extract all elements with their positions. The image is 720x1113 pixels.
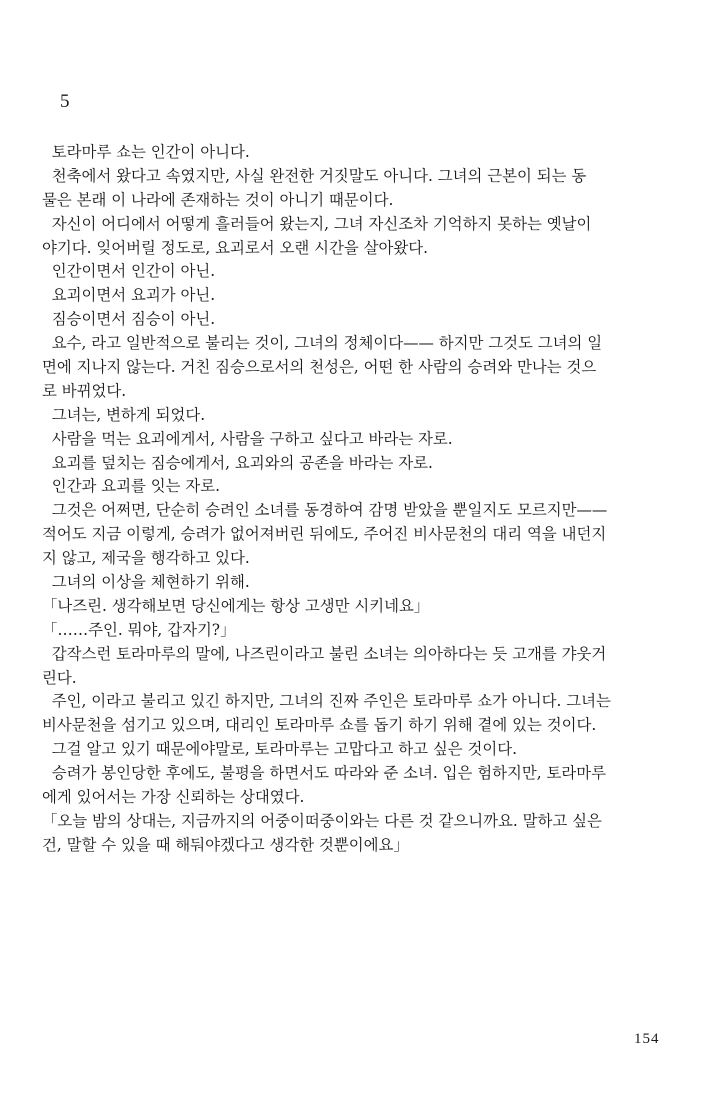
text-line: 천축에서 왔다고 속였지만, 사실 완전한 거짓말도 아니다. 그녀의 근본이 되는 동 (42, 166, 587, 185)
text-line: 자신이 어디에서 어떻게 흘러들어 왔는지, 그녀 자신조차 기억하지 못하는 옛날이 (42, 214, 592, 233)
text-line: 그녀는, 변하게 되었다. (42, 405, 206, 424)
chapter-number: 5 (60, 91, 70, 112)
page-number: 154 (634, 1031, 660, 1047)
text-line: 린다. (42, 668, 77, 687)
text-line: 「나즈린. 생각해보면 당신에게는 항상 고생만 시키네요」 (42, 596, 430, 615)
text-line: 로 바뀌었다. (42, 381, 127, 400)
text-line: 사람을 먹는 요괴에게서, 사람을 구하고 싶다고 바라는 자로. (42, 429, 453, 448)
text-line: 「……주인. 뭐야, 갑자기?」 (42, 620, 236, 639)
text-line: 요괴이면서 요괴가 아닌. (42, 286, 216, 305)
text-line: 물은 본래 이 나라에 존재하는 것이 아니기 때문이다. (42, 190, 394, 209)
text-line: 승려가 봉인당한 후에도, 불평을 하면서도 따라와 준 소녀. 입은 험하지만, 토라마루 (42, 764, 607, 783)
text-line: 짐승이면서 짐승이 아닌. (42, 310, 216, 329)
text-line: 건, 말할 수 있을 때 해둬야겠다고 생각한 것뿐이에요」 (42, 835, 409, 854)
text-line: 주인, 이라고 불리고 있긴 하지만, 그녀의 진짜 주인은 토라마루 쇼가 아니다. 그녀는 (42, 692, 611, 711)
body-text (42, 141, 682, 858)
text-line: 갑작스런 토라마루의 말에, 나즈린이라고 불린 소녀는 의아하다는 듯 고개를 갸웃거 (42, 644, 607, 663)
text-line: 그녀의 이상을 체현하기 위해. (42, 573, 250, 592)
text-line: 그걸 알고 있기 때문에야말로, 토라마루는 고맙다고 하고 싶은 것이다. (42, 740, 517, 759)
text-line: 면에 지나지 않는다. 거친 짐승으로서의 천성은, 어떤 한 사람의 승려와 만나는 것으 (42, 358, 597, 377)
text-line: 적어도 지금 이렇게, 승려가 없어져버린 뒤에도, 주어진 비사문천의 대리 역을 내던지 (42, 525, 607, 544)
text-line: 「오늘 밤의 상대는, 지금까지의 어중이떠중이와는 다른 것 같으니까요. 말하고 싶은 (42, 811, 602, 830)
text-line: 요수, 라고 일반적으로 불리는 것이, 그녀의 정체이다—— 하지만 그것도 그녀의 일 (42, 334, 603, 353)
text-line: 비사문천을 섬기고 있으며, 대리인 토라마루 쇼를 돕기 하기 위해 곁에 있는 것이다. (42, 716, 597, 735)
text-line: 요괴를 덮치는 짐승에게서, 요괴와의 공존을 바라는 자로. (42, 453, 433, 472)
text-line: 인간이면서 인간이 아닌. (42, 262, 216, 281)
text-line: 토라마루 쇼는 인간이 아니다. (42, 143, 250, 161)
text-line: 야기다. 잊어버릴 정도로, 요괴로서 오랜 시간을 살아왔다. (42, 238, 428, 257)
text-line: 그것은 어쩌면, 단순히 승려인 소녀를 동경하여 감명 받았을 뿐일지도 모르지만—— (42, 501, 608, 520)
text-line: 에게 있어서는 가장 신뢰하는 상대였다. (42, 788, 305, 807)
text-line: 인간과 요괴를 잇는 자로. (42, 477, 221, 496)
text-line: 지 않고, 제국을 행각하고 있다. (42, 549, 250, 568)
